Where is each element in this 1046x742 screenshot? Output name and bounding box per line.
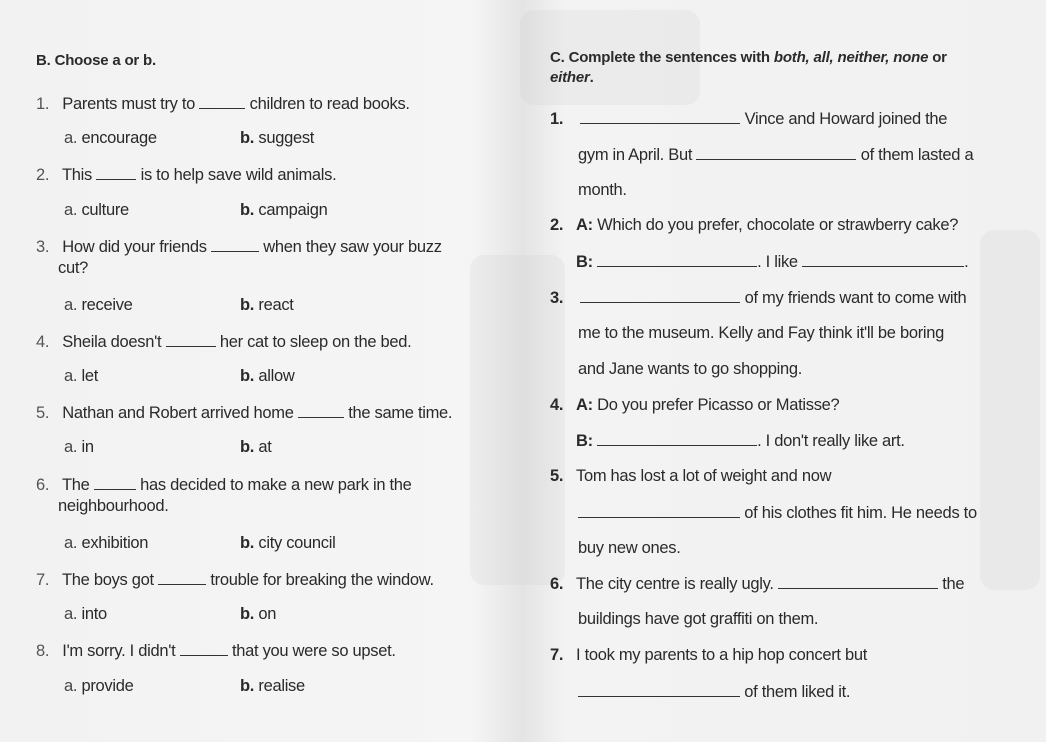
- sentence-5-line-2: of his clothes fit him. He needs to: [578, 502, 977, 524]
- option-a[interactable]: a. provide: [64, 677, 134, 695]
- sentence-4: 4. A: Do you prefer Picasso or Matisse?: [550, 396, 840, 414]
- question-5: 5. Nathan and Robert arrived home the same time.: [36, 404, 453, 422]
- answer-blank[interactable]: [578, 681, 740, 697]
- option-b[interactable]: b. on: [240, 605, 277, 623]
- option-a[interactable]: a. exhibition: [64, 534, 149, 552]
- option-b[interactable]: b. realise: [240, 677, 305, 695]
- question-8: 8. I'm sorry. I didn't that you were so upset.: [36, 642, 396, 660]
- option-a[interactable]: a. in: [64, 438, 94, 456]
- sentence-3-line-3: and Jane wants to go shopping.: [578, 360, 803, 378]
- sentence-2-line-2: B: . I like .: [576, 253, 969, 271]
- answer-blank[interactable]: [580, 108, 740, 124]
- sentence-3-line-2: me to the museum. Kelly and Fay think it'll be boring: [578, 324, 945, 342]
- answer-blank[interactable]: [578, 502, 740, 518]
- question-3: 3. How did your friends when they saw your buzz cut?: [36, 238, 442, 277]
- sentence-1-line-2: gym in April. But of them lasted a: [578, 146, 974, 164]
- question-6: 6. The has decided to make a new park in the neighbourhood.: [36, 476, 412, 515]
- answer-blank[interactable]: [580, 287, 740, 303]
- question-7: 7. The boys got trouble for breaking the window.: [36, 571, 434, 589]
- option-a[interactable]: a. receive: [64, 296, 133, 314]
- sentence-6: 6. The city centre is really ugly. the: [550, 575, 965, 593]
- question-1: 1. Parents must try to children to read books.: [36, 95, 410, 113]
- option-a[interactable]: a. culture: [64, 201, 129, 219]
- answer-blank[interactable]: [96, 164, 136, 180]
- answer-blank[interactable]: [298, 402, 344, 418]
- background-ghost-shape: [980, 230, 1040, 590]
- answer-blank[interactable]: [211, 236, 259, 252]
- sentence-7-line-2: of them liked it.: [578, 681, 850, 703]
- answer-blank[interactable]: [597, 430, 757, 446]
- sentence-3: 3. of my friends want to come with: [550, 289, 967, 307]
- answer-blank[interactable]: [166, 331, 216, 347]
- answer-blank[interactable]: [778, 573, 938, 589]
- answer-blank[interactable]: [199, 93, 245, 109]
- option-b[interactable]: b. campaign: [240, 201, 328, 219]
- question-4: 4. Sheila doesn't her cat to sleep on the bed.: [36, 333, 412, 351]
- sentence-6-line-2: buildings have got graffiti on them.: [578, 610, 819, 628]
- option-b[interactable]: b. city council: [240, 534, 336, 552]
- option-a[interactable]: a. into: [64, 605, 107, 623]
- question-2: 2. This is to help save wild animals.: [36, 166, 337, 184]
- sentence-2: 2. A: Which do you prefer, chocolate or strawberry cake?: [550, 216, 959, 234]
- answer-blank[interactable]: [180, 640, 228, 656]
- section-b-title: B. Choose a or b.: [36, 52, 156, 69]
- option-b[interactable]: b. allow: [240, 367, 295, 385]
- question-number: 1.: [36, 95, 50, 113]
- answer-blank[interactable]: [597, 251, 757, 267]
- sentence-1-line-3: month.: [578, 181, 627, 199]
- sentence-1: 1. Vince and Howard joined the: [550, 110, 948, 128]
- option-a[interactable]: a. encourage: [64, 129, 157, 147]
- answer-blank[interactable]: [158, 569, 206, 585]
- option-b[interactable]: b. suggest: [240, 129, 315, 147]
- option-b[interactable]: b. react: [240, 296, 294, 314]
- section-c-title: C. Complete the sentences with both, all, neither, none or either.: [550, 49, 947, 86]
- answer-blank[interactable]: [802, 251, 964, 267]
- sentence-7: 7. I took my parents to a hip hop concert but: [550, 646, 867, 664]
- option-b[interactable]: b. at: [240, 438, 272, 456]
- sentence-5: 5. Tom has lost a lot of weight and now: [550, 467, 832, 485]
- answer-blank[interactable]: [94, 474, 136, 490]
- answer-blank[interactable]: [696, 144, 856, 160]
- sentence-4-line-2: B: . I don't really like art.: [576, 432, 905, 450]
- option-a[interactable]: a. let: [64, 367, 98, 385]
- sentence-5-line-3: buy new ones.: [578, 539, 681, 557]
